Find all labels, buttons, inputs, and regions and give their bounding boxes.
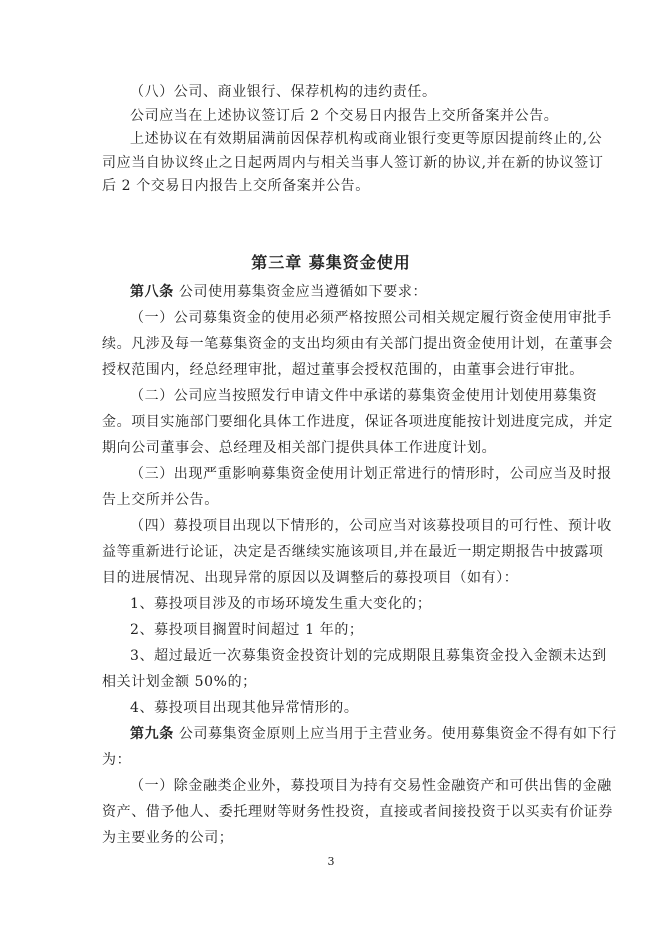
article-8 [102,279,613,721]
paragraph [102,383,613,461]
paragraph [102,81,558,105]
paragraph [102,128,604,199]
list-item [102,591,558,617]
chapter-title: 第三章 募集资金使用 [251,253,411,272]
list-item [102,695,558,721]
text-line: 相关计划金额 50%的； [102,674,257,690]
text-line: 4、募投项目出现其他异常情形的。 [130,700,359,716]
article-label: 第九条 [130,726,174,742]
article-9 [102,721,617,851]
text-line: （一）除金融类企业外，募投项目为持有交易性金融资产和可供出售的金融 [130,778,612,794]
text-line: （四）募投项目出现以下情形的，公司应当对该募投项目的可行性、预计收 [130,518,612,534]
text-line: 2、募投项目搁置时间超过 1 年的； [130,622,364,638]
text-line: 金。项目实施部门要细化具体工作进度，保证各项进度能按计划进度完成，并定 [102,414,613,430]
text-line: 续。凡涉及每一笔募集资金的支出均须由有关部门提出资金使用计划，在董事会 [102,336,613,352]
paragraph [102,461,612,513]
page-number: 3 [327,855,335,868]
text-line: 告上交所并公告。 [102,492,219,508]
text-line: （二）公司应当按照发行申请文件中承诺的募集资金使用计划使用募集资 [130,388,598,404]
article-intro: 公司使用募集资金应当遵循如下要求： [173,284,428,300]
text-line: 目的进展情况、出现异常的原因以及调整后的募投项目（如有）： [102,570,519,586]
text-line: 为主要业务的公司； [102,830,234,846]
text-line: 3、超过最近一次募集资金投资计划的完成期限且募集资金投入金额未达到 [130,648,607,664]
article-label: 第八条 [130,284,174,300]
text-line: 期向公司董事会、总经理及相关部门提供具体工作进度计划。 [102,440,497,456]
article-heading [102,721,617,747]
text-line: 司应当自协议终止之日起两周内与相关当事人签订新的协议,并在新的协议签订 [102,154,604,171]
text-line: 益等重新进行论证，决定是否继续实施该项目,并在最近一期定期报告中披露项 [102,544,604,560]
text-line: 资产、借予他人、委托理财等财务性投资，直接或者间接投资于以买卖有价证券 [102,804,613,820]
text-line: 1、募投项目涉及的市场环境发生重大变化的； [130,596,432,612]
text-line: 授权范围内，经总经理审批，超过董事会授权范围的，由董事会进行审批。 [102,362,584,378]
text-line: （八）公司、商业银行、保荐机构的违约责任。 [130,84,437,100]
list-item [102,617,558,643]
text-line: 上述协议在有效期届满前因保荐机构或商业银行变更等原因提前终止的,公 [130,131,603,147]
text-line: （一）公司募集资金的使用必须严格按照公司相关规定履行资金使用审批手 [130,310,612,326]
text-line: 后 2 个交易日内报告上交所备案并公告。 [102,178,370,194]
top-paragraphs [102,81,604,199]
text-line: 为： [102,752,132,768]
text-line: （三）出现严重影响募集资金使用计划正常进行的情形时，公司应当及时报 [130,466,612,482]
paragraph [102,513,612,591]
article-heading [102,279,558,305]
list-item [102,643,607,695]
article-intro: 公司募集资金原则上应当用于主营业务。使用募集资金不得有如下行 [173,726,617,742]
text-line: 公司应当在上述协议签订后 2 个交易日内报告上交所备案并公告。 [130,107,559,124]
paragraph [102,305,613,383]
paragraph [102,773,613,851]
paragraph [102,105,558,129]
